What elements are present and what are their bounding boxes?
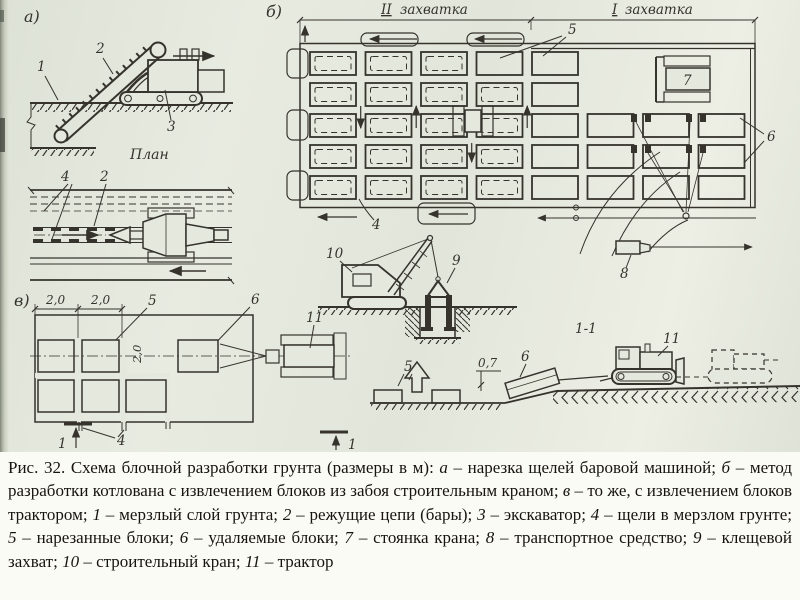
callout-1-label: 1 xyxy=(37,59,46,75)
caption-text-segment: – удаляемые блоки; xyxy=(188,528,345,548)
transport-vehicle-8 xyxy=(616,241,650,254)
s11-callout-5-label: 5 xyxy=(404,359,413,375)
block-dashed-outline xyxy=(482,119,518,133)
callout-6-label: 6 xyxy=(767,129,776,145)
dim-2-0-b: 2,0 xyxy=(91,293,111,307)
figure-caption-text xyxy=(0,452,800,573)
uncut-block xyxy=(421,176,467,199)
caption-text-segment: – мерзлый слой грунта; xyxy=(100,504,283,524)
cut-block xyxy=(126,380,166,412)
uncut-block xyxy=(366,83,412,106)
cut-block xyxy=(532,52,578,75)
dim-0-7: 0,7 xyxy=(478,356,498,370)
callout-9-label: 9 xyxy=(452,253,461,269)
uncut-block xyxy=(310,176,356,199)
block-dashed-outline xyxy=(371,181,407,195)
block-dashed-outline xyxy=(315,119,351,133)
caption-text-segment: – транспортное средство; xyxy=(494,528,694,548)
caption-key-term: 6 xyxy=(179,528,189,548)
caption-text-segment: – щели в мерзлом грунте; xyxy=(599,504,792,524)
tractor-ghost-position xyxy=(676,350,778,383)
cut-block xyxy=(532,114,578,137)
caption-key-term: в xyxy=(562,481,571,501)
caption-key-term: 4 xyxy=(590,504,600,524)
caption-text-segment: – экскаватор; xyxy=(485,504,591,524)
section-1-1-view xyxy=(370,321,800,410)
section-mark-left xyxy=(58,424,92,452)
uncut-block xyxy=(310,52,356,75)
plan-callout-4-label: 4 xyxy=(61,169,70,185)
block-dashed-outline xyxy=(482,181,518,195)
uncut-block xyxy=(421,83,467,106)
v-callout-11-label: 11 xyxy=(306,310,324,326)
uncut-block xyxy=(366,52,412,75)
panel-a-side-view xyxy=(24,7,233,163)
block-dashed-outline xyxy=(426,57,462,71)
callout-2-label: 2 xyxy=(96,41,105,57)
uncut-block xyxy=(310,145,356,168)
tractor-11-side xyxy=(600,344,684,384)
section-1-1-title: 1-1 xyxy=(575,321,597,337)
crane-stand-7 xyxy=(656,56,710,102)
uncut-block xyxy=(477,176,523,199)
block-dashed-outline xyxy=(482,88,518,102)
caption-text-segment: – то же, с извлечением блоков трактором; xyxy=(8,481,792,524)
callout-3-label: 3 xyxy=(167,119,176,135)
block-dashed-outline xyxy=(315,57,351,71)
caption-text-segment: – метод разработки котлована с извлечением блоков из забоя строительным краном; xyxy=(8,458,792,501)
zone-2-label: захватка xyxy=(400,2,468,18)
scan-edge-shadow xyxy=(0,0,9,452)
scan-edge-blot-2 xyxy=(0,10,4,22)
block-dashed-outline xyxy=(426,88,462,102)
caption-text-segment: – строительный кран; xyxy=(79,551,245,571)
uncut-block xyxy=(366,176,412,199)
uncut-block xyxy=(477,114,523,137)
caption-key-term: 7 xyxy=(344,528,354,548)
scan-edge-blot xyxy=(0,118,5,152)
uncut-block xyxy=(310,114,356,137)
panel-b-crane-method xyxy=(266,2,776,344)
caption-text-segment: – нарезанные блоки; xyxy=(16,528,180,548)
caption-text-segment: – клещевой захват; xyxy=(8,528,793,571)
v-callout-6-label: 6 xyxy=(251,292,260,308)
caption-key-term: 1 xyxy=(92,504,101,524)
callout-4-label: 4 xyxy=(372,217,381,233)
cut-block xyxy=(699,176,745,199)
panel-v-tag: в) xyxy=(14,291,30,310)
caption-key-term: 3 xyxy=(477,504,486,524)
caption-key-term: 2 xyxy=(282,504,292,524)
tong-grab-9 xyxy=(421,277,456,331)
zone-1-label: захватка xyxy=(625,2,693,18)
uncut-block xyxy=(366,114,412,137)
caption-text-segment: Рис. 32. Схема блочной разработки грунта (размеры в м): xyxy=(8,458,440,477)
block-dashed-outline xyxy=(315,181,351,195)
dim-2-0-a: 2,0 xyxy=(46,293,66,307)
caption-key-term: 11 xyxy=(244,551,261,571)
block-dashed-outline xyxy=(315,150,351,164)
caption-text-segment: – трактор xyxy=(260,551,334,571)
uncut-block xyxy=(477,145,523,168)
cut-block xyxy=(38,380,74,412)
plan-callout-2-label: 2 xyxy=(100,169,109,185)
excavator-cab xyxy=(148,60,198,92)
cut-block xyxy=(477,52,523,75)
crane-10-elevation xyxy=(318,236,517,345)
section-mark-right-label: 1 xyxy=(348,437,357,452)
cut-block xyxy=(588,114,634,137)
callout-7-label: 7 xyxy=(683,73,692,89)
s11-callout-11-label: 11 xyxy=(663,331,681,347)
block-dashed-outline xyxy=(426,150,462,164)
caption-text-segment: – нарезка щелей баровой машиной; xyxy=(447,458,722,477)
caption-key-term: а xyxy=(439,458,448,477)
uncut-block xyxy=(477,83,523,106)
uncut-block xyxy=(421,52,467,75)
caption-text-segment: – режущие цепи (бары); xyxy=(291,504,478,524)
s11-callout-6-label: 6 xyxy=(521,349,530,365)
v-callout-4-label: 4 xyxy=(117,433,126,449)
crane-tracks xyxy=(348,297,406,309)
caption-key-term: 5 xyxy=(8,528,17,548)
caption-text-segment: – стоянка крана; xyxy=(353,528,486,548)
callout-5-label: 5 xyxy=(568,22,577,38)
dragged-block-6 xyxy=(505,368,559,399)
caption-key-term: 8 xyxy=(485,528,495,548)
bar-machine-symbol xyxy=(453,106,493,136)
uncut-block xyxy=(421,145,467,168)
section-mark-right xyxy=(320,432,357,452)
section-mark-left-label: 1 xyxy=(58,436,67,452)
v-callout-5-label: 5 xyxy=(148,293,157,309)
block-dashed-outline xyxy=(426,181,462,195)
bar-machine-plan xyxy=(110,208,228,262)
cut-block xyxy=(82,380,119,412)
frozen-ground-massif xyxy=(35,315,253,432)
callout-8-label: 8 xyxy=(620,266,629,282)
caption-key-term: 9 xyxy=(693,528,702,548)
uncut-block xyxy=(366,145,412,168)
dim-2-0-side: 2,0 xyxy=(130,344,144,363)
zone-1-numeral: I xyxy=(612,2,618,18)
tow-hook xyxy=(266,350,279,363)
caption-key-term: б xyxy=(721,458,731,477)
uncut-block xyxy=(421,114,467,137)
block-dashed-outline xyxy=(371,88,407,102)
cut-block xyxy=(532,83,578,106)
caption-key-term: 10 xyxy=(62,551,80,571)
block-dashed-outline xyxy=(315,88,351,102)
block-dashed-outline xyxy=(426,119,462,133)
uncut-block xyxy=(310,83,356,106)
figure-caption xyxy=(0,452,800,600)
cut-block xyxy=(532,176,578,199)
block-dashed-outline xyxy=(371,150,407,164)
plan-view-title: План xyxy=(130,147,169,163)
cut-block xyxy=(532,145,578,168)
callout-10-label: 10 xyxy=(326,246,344,262)
block-dashed-outline xyxy=(371,119,407,133)
panel-b-tag: б) xyxy=(266,2,283,21)
panel-a-plan-view xyxy=(28,169,234,284)
block-dashed-outline xyxy=(482,150,518,164)
panel-v-tractor-method xyxy=(14,291,357,452)
cut-block xyxy=(588,145,634,168)
zone-2-numeral: II xyxy=(381,2,392,18)
block-dashed-outline xyxy=(371,57,407,71)
panel-a-tag: а) xyxy=(24,7,40,26)
